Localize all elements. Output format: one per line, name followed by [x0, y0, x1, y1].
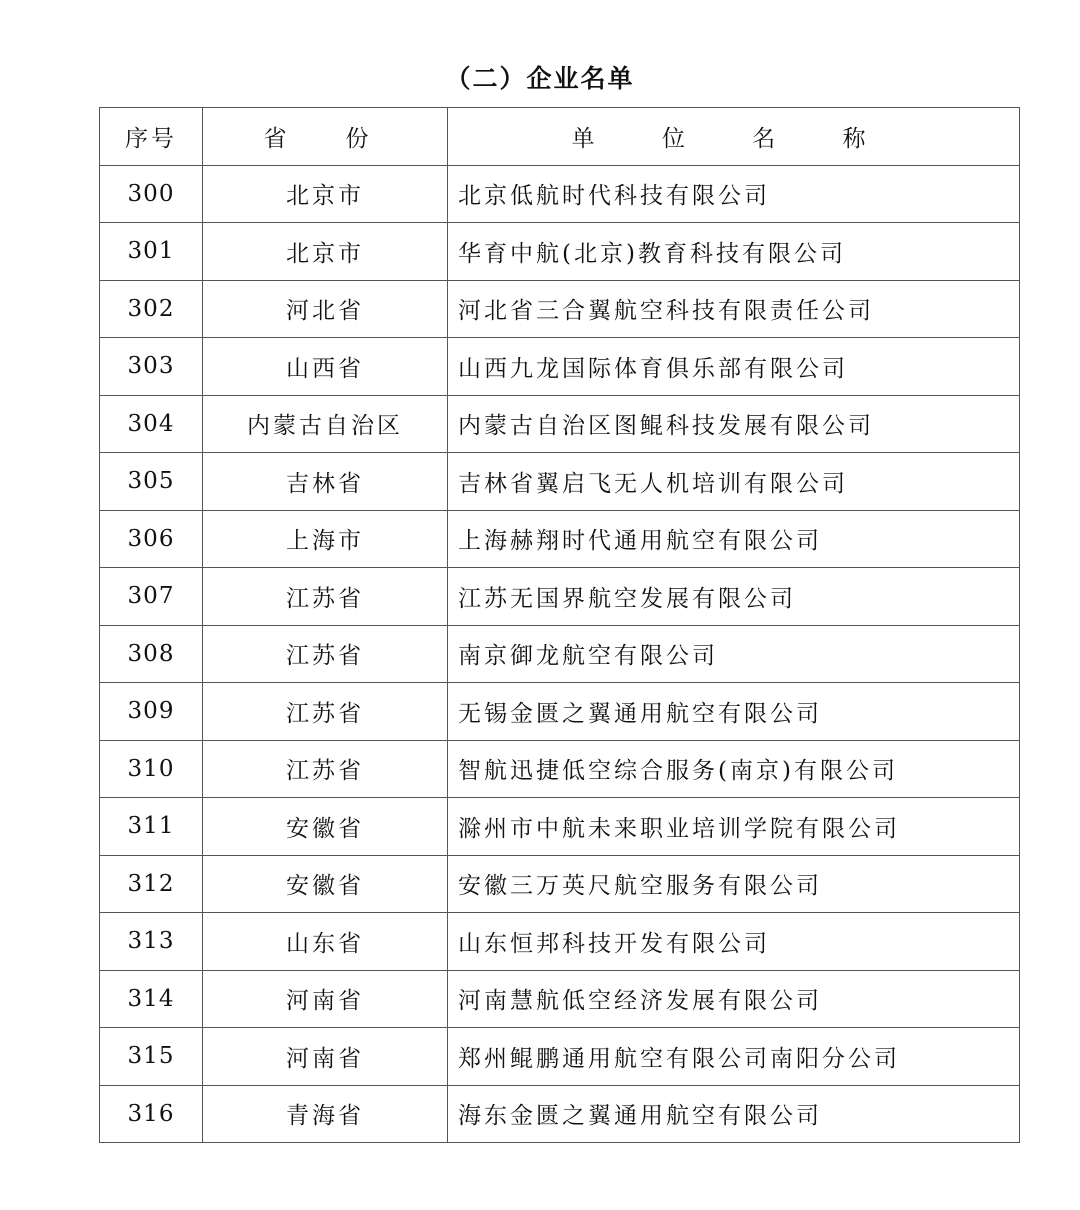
company-name-cell: 内蒙古自治区图鲲科技发展有限公司 [448, 395, 1020, 453]
table-row [100, 913, 1020, 971]
table-row [100, 280, 1020, 338]
serial-number-cell: 300 [100, 165, 203, 223]
header-province: 省 份 [203, 108, 448, 166]
company-name-cell: 南京御龙航空有限公司 [448, 625, 1020, 683]
company-name-cell: 华育中航(北京)教育科技有限公司 [448, 223, 1020, 281]
province-cell: 江苏省 [203, 740, 448, 798]
province-cell: 青海省 [203, 1085, 448, 1143]
table-row [100, 625, 1020, 683]
province-cell: 河北省 [203, 280, 448, 338]
table-body [100, 165, 1020, 1143]
company-name-cell: 山东恒邦科技开发有限公司 [448, 913, 1020, 971]
company-name-cell: 郑州鲲鹏通用航空有限公司南阳分公司 [448, 1028, 1020, 1086]
serial-number-cell: 310 [100, 740, 203, 798]
table-row [100, 165, 1020, 223]
company-name-cell: 北京低航时代科技有限公司 [448, 165, 1020, 223]
enterprise-table [99, 107, 1020, 1143]
table-row [100, 970, 1020, 1028]
serial-number-cell: 307 [100, 568, 203, 626]
table-row [100, 568, 1020, 626]
table-row [100, 510, 1020, 568]
serial-number-cell: 301 [100, 223, 203, 281]
serial-number-cell: 312 [100, 855, 203, 913]
province-cell: 北京市 [203, 165, 448, 223]
header-unit-name: 单 位 名 称 [448, 108, 1020, 166]
document-title: （二）企业名单 [445, 64, 635, 93]
province-cell: 江苏省 [203, 683, 448, 741]
table-row [100, 395, 1020, 453]
serial-number-cell: 303 [100, 338, 203, 396]
company-name-cell: 无锡金匮之翼通用航空有限公司 [448, 683, 1020, 741]
province-cell: 江苏省 [203, 625, 448, 683]
header-serial-number: 序号 [100, 108, 203, 166]
serial-number-cell: 311 [100, 798, 203, 856]
province-cell: 内蒙古自治区 [203, 395, 448, 453]
table-row [100, 338, 1020, 396]
company-name-cell: 滁州市中航未来职业培训学院有限公司 [448, 798, 1020, 856]
company-name-cell: 山西九龙国际体育俱乐部有限公司 [448, 338, 1020, 396]
company-name-cell: 河南慧航低空经济发展有限公司 [448, 970, 1020, 1028]
province-cell: 吉林省 [203, 453, 448, 511]
serial-number-cell: 316 [100, 1085, 203, 1143]
province-cell: 河南省 [203, 1028, 448, 1086]
serial-number-cell: 305 [100, 453, 203, 511]
table-row [100, 683, 1020, 741]
serial-number-cell: 313 [100, 913, 203, 971]
serial-number-cell: 306 [100, 510, 203, 568]
company-name-cell: 安徽三万英尺航空服务有限公司 [448, 855, 1020, 913]
company-name-cell: 吉林省翼启飞无人机培训有限公司 [448, 453, 1020, 511]
table-row [100, 1028, 1020, 1086]
province-cell: 山西省 [203, 338, 448, 396]
table-header-row [100, 108, 1020, 166]
table-row [100, 453, 1020, 511]
serial-number-cell: 309 [100, 683, 203, 741]
province-cell: 江苏省 [203, 568, 448, 626]
province-cell: 安徽省 [203, 798, 448, 856]
company-name-cell: 河北省三合翼航空科技有限责任公司 [448, 280, 1020, 338]
table-row [100, 1085, 1020, 1143]
table-row [100, 740, 1020, 798]
serial-number-cell: 302 [100, 280, 203, 338]
table-row [100, 798, 1020, 856]
province-cell: 安徽省 [203, 855, 448, 913]
company-name-cell: 海东金匮之翼通用航空有限公司 [448, 1085, 1020, 1143]
company-name-cell: 智航迅捷低空综合服务(南京)有限公司 [448, 740, 1020, 798]
serial-number-cell: 315 [100, 1028, 203, 1086]
province-cell: 山东省 [203, 913, 448, 971]
table-row [100, 223, 1020, 281]
serial-number-cell: 304 [100, 395, 203, 453]
company-name-cell: 江苏无国界航空发展有限公司 [448, 568, 1020, 626]
serial-number-cell: 314 [100, 970, 203, 1028]
province-cell: 上海市 [203, 510, 448, 568]
province-cell: 北京市 [203, 223, 448, 281]
table-row [100, 855, 1020, 913]
serial-number-cell: 308 [100, 625, 203, 683]
province-cell: 河南省 [203, 970, 448, 1028]
company-name-cell: 上海赫翔时代通用航空有限公司 [448, 510, 1020, 568]
